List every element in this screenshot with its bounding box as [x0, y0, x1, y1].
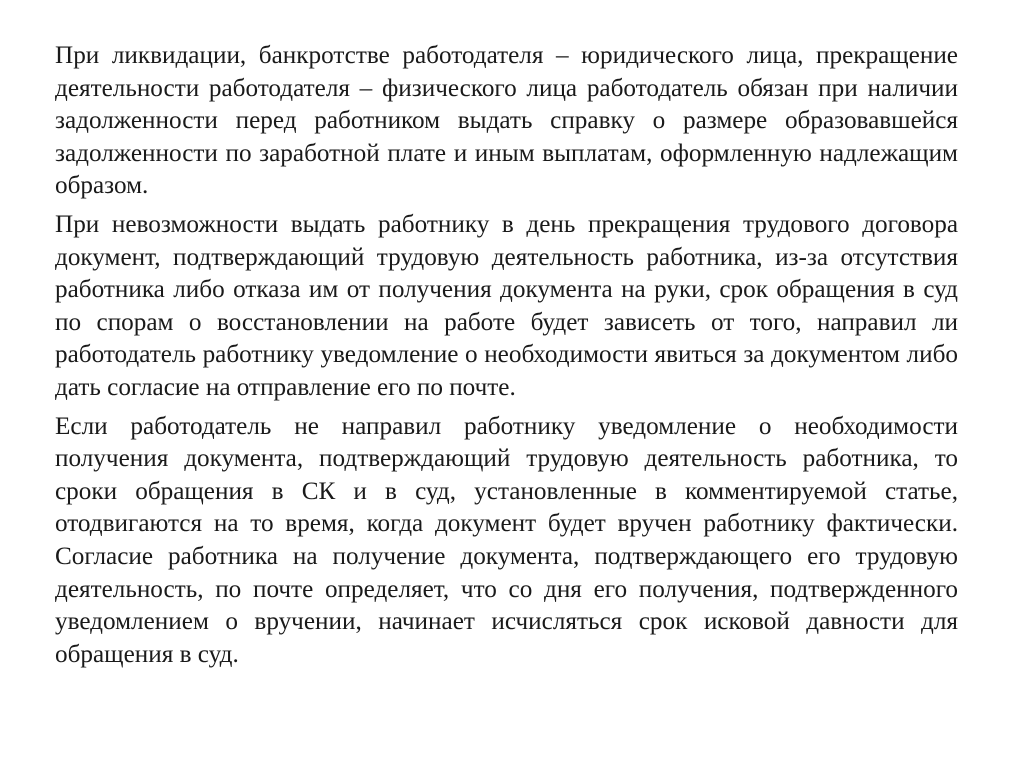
document-body — [55, 40, 958, 677]
paragraph-liquidation: При ликвидации, банкротстве работодателя – юридического лица, прекращение деятельности работодателя – физического лица работодатель обязан при наличии задолженности перед работником выдать справку о размере образовавшейся задолженности по заработной плате и иным выплатам, оформленную надлежащим образом. — [55, 42, 958, 200]
paragraph-document-delivery: При невозможности выдать работнику в день прекращения трудового договора документ, подтверждающий трудовую деятельность работника, из-за отсутствия работника либо отказа им от получения документа на руки, срок обращения в суд по спорам о восстановлении на работе будет зависеть от того, направил ли работодатель работнику уведомление о необходимости явиться за документом либо дать согласие на отправление его по почте. — [55, 210, 958, 401]
paragraph-deadlines: Если работодатель не направил работнику уведомление о необходимости получения документа, подтверждающий трудовую деятельность работника, то сроки обращения в СК и в суд, установленные в комментируемой статье, отодвигаются на то время, когда документ будет вручен работнику фактически. Согласие работника на получение документа, подтверждающего его трудовую деятельность, по почте определяет, что со дня его получения, подтвержденного уведомлением о вручении, начинает исчисляться срок исковой давности для обращения в суд. — [55, 412, 958, 668]
